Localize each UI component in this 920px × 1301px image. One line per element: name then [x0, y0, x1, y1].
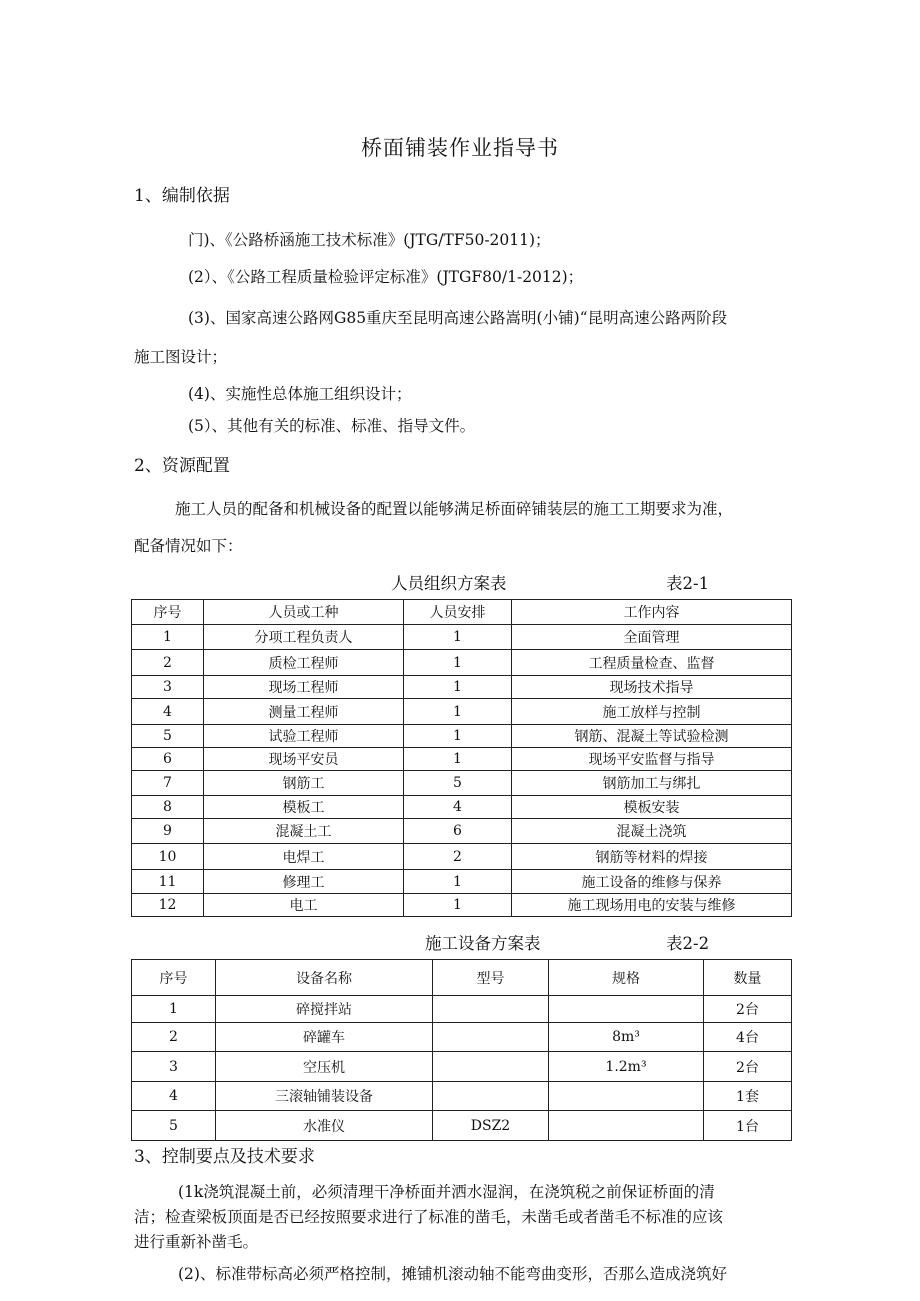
equipment-cell: 8m³ — [549, 1023, 704, 1052]
resource-paragraph-line-1: 施工人员的配备和机械设备的配置以能够满足桥面碎铺装层的施工工期要求为准， — [175, 500, 734, 518]
personnel-cell: 1 — [404, 676, 512, 699]
basis-item-2: (2）、《公路工程质量检验评定标准》(JTGF80/1-2012)； — [188, 268, 584, 286]
personnel-header-cell: 工作内容 — [512, 600, 792, 625]
personnel-cell: 质检工程师 — [204, 650, 404, 676]
equipment-header-cell: 设备名称 — [216, 960, 433, 996]
personnel-table — [131, 599, 792, 917]
personnel-cell: 1 — [404, 725, 512, 748]
equipment-row — [132, 1111, 792, 1141]
personnel-cell: 2 — [404, 844, 512, 870]
personnel-row — [132, 625, 792, 650]
personnel-cell: 1 — [404, 894, 512, 917]
personnel-cell: 8 — [132, 796, 204, 819]
equipment-cell: 三滚轴铺装设备 — [216, 1082, 433, 1111]
personnel-cell: 2 — [132, 650, 204, 676]
personnel-header-cell: 序号 — [132, 600, 204, 625]
equipment-header-cell: 数量 — [704, 960, 792, 996]
equipment-header-cell: 型号 — [433, 960, 549, 996]
equipment-cell: 1 — [132, 996, 216, 1023]
basis-item-4: (4)、实施性总体施工组织设计； — [188, 385, 412, 403]
section-2-heading: 2、资源配置 — [134, 456, 230, 476]
equipment-cell — [549, 1111, 704, 1141]
equipment-row — [132, 996, 792, 1023]
equipment-table — [131, 959, 792, 1141]
basis-item-3: (3)、国家高速公路网G85重庆至昆明高速公路嵩明(小铺)“昆明高速公路两阶段 — [188, 309, 728, 327]
equipment-row — [132, 1052, 792, 1082]
equipment-cell: 水准仪 — [216, 1111, 433, 1141]
equipment-cell: 2 — [132, 1023, 216, 1052]
personnel-header-row — [132, 600, 792, 625]
personnel-cell: 施工放样与控制 — [512, 699, 792, 725]
personnel-table-body — [132, 600, 792, 917]
personnel-cell: 试验工程师 — [204, 725, 404, 748]
personnel-cell: 模板工 — [204, 796, 404, 819]
personnel-row — [132, 844, 792, 870]
personnel-row — [132, 699, 792, 725]
equipment-header-cell: 序号 — [132, 960, 216, 996]
personnel-cell: 5 — [404, 771, 512, 796]
equipment-header-row — [132, 960, 792, 996]
personnel-cell: 3 — [132, 676, 204, 699]
personnel-cell: 分项工程负责人 — [204, 625, 404, 650]
personnel-cell: 6 — [132, 748, 204, 771]
personnel-cell: 1 — [404, 870, 512, 894]
personnel-cell: 4 — [132, 699, 204, 725]
equipment-cell: 3 — [132, 1052, 216, 1082]
personnel-cell: 10 — [132, 844, 204, 870]
personnel-cell: 测量工程师 — [204, 699, 404, 725]
equipment-header-cell: 规格 — [549, 960, 704, 996]
personnel-cell: 全面管理 — [512, 625, 792, 650]
equipment-cell — [433, 996, 549, 1023]
equipment-row — [132, 1023, 792, 1052]
personnel-cell: 11 — [132, 870, 204, 894]
personnel-row — [132, 650, 792, 676]
personnel-cell: 4 — [404, 796, 512, 819]
basis-item-5: (5）、其他有关的标准、标准、指导文件。 — [188, 417, 476, 435]
personnel-cell: 钢筋、混凝土等试验检测 — [512, 725, 792, 748]
document-title: 桥面铺装作业指导书 — [361, 136, 559, 160]
basis-item-1: 门)、《公路桥涵施工技术标准》(JTG/TF50-2011)； — [188, 231, 551, 249]
table2-number: 表2-2 — [666, 934, 710, 953]
personnel-row — [132, 748, 792, 771]
personnel-cell: 现场技术指导 — [512, 676, 792, 699]
personnel-row — [132, 771, 792, 796]
personnel-cell: 9 — [132, 819, 204, 844]
equipment-cell: 4台 — [704, 1023, 792, 1052]
equipment-cell: 2台 — [704, 996, 792, 1023]
personnel-row — [132, 894, 792, 917]
section-3-heading: 3、控制要点及技术要求 — [134, 1147, 315, 1167]
personnel-cell: 施工设备的维修与保养 — [512, 870, 792, 894]
personnel-cell: 电工 — [204, 894, 404, 917]
personnel-cell: 施工现场用电的安装与维修 — [512, 894, 792, 917]
personnel-cell: 现场工程师 — [204, 676, 404, 699]
personnel-cell: 模板安装 — [512, 796, 792, 819]
equipment-cell — [433, 1082, 549, 1111]
personnel-cell: 钢筋加工与绑扎 — [512, 771, 792, 796]
personnel-header-cell: 人员或工种 — [204, 600, 404, 625]
equipment-cell: 1.2m³ — [549, 1052, 704, 1082]
table1-caption: 人员组织方案表 — [391, 574, 507, 593]
control-para-1-line-2: 洁；检查梁板顶面是否已经按照要求进行了标准的凿毛，未凿毛或者凿毛不标准的应该 — [134, 1208, 724, 1226]
equipment-cell — [433, 1023, 549, 1052]
personnel-cell: 工程质量检查、监督 — [512, 650, 792, 676]
personnel-cell: 1 — [404, 625, 512, 650]
equipment-cell — [549, 1082, 704, 1111]
personnel-cell: 现场平安员 — [204, 748, 404, 771]
basis-item-3-continued: 施工图设计； — [134, 348, 228, 366]
personnel-cell: 修理工 — [204, 870, 404, 894]
equipment-cell: 2台 — [704, 1052, 792, 1082]
personnel-cell: 1 — [132, 625, 204, 650]
equipment-cell: 1套 — [704, 1082, 792, 1111]
personnel-cell: 7 — [132, 771, 204, 796]
equipment-row — [132, 1082, 792, 1111]
personnel-cell: 混凝土工 — [204, 819, 404, 844]
table1-number: 表2-1 — [666, 574, 710, 593]
personnel-cell: 钢筋工 — [204, 771, 404, 796]
control-para-1-line-1: (1k浇筑混凝土前，必须清理干净桥面并洒水湿润，在浇筑税之前保证桥面的清 — [178, 1183, 715, 1201]
personnel-cell: 电焊工 — [204, 844, 404, 870]
equipment-cell — [549, 996, 704, 1023]
personnel-cell: 6 — [404, 819, 512, 844]
control-para-2-line-1: (2)、标准带标高必须严格控制，摊铺机滚动轴不能弯曲变形，否那么造成浇筑好 — [178, 1265, 727, 1283]
equipment-cell: 碎罐车 — [216, 1023, 433, 1052]
personnel-cell: 钢筋等材料的焊接 — [512, 844, 792, 870]
resource-paragraph-line-2: 配备情况如下： — [134, 537, 243, 555]
equipment-cell: DSZ2 — [433, 1111, 549, 1141]
personnel-cell: 5 — [132, 725, 204, 748]
equipment-cell: 1台 — [704, 1111, 792, 1141]
personnel-cell: 1 — [404, 650, 512, 676]
equipment-cell: 碎搅拌站 — [216, 996, 433, 1023]
personnel-cell: 1 — [404, 699, 512, 725]
control-para-1-line-3: 进行重新补凿毛。 — [134, 1233, 259, 1251]
equipment-cell: 4 — [132, 1082, 216, 1111]
equipment-cell — [433, 1052, 549, 1082]
personnel-row — [132, 676, 792, 699]
equipment-cell: 5 — [132, 1111, 216, 1141]
personnel-row — [132, 870, 792, 894]
personnel-row — [132, 725, 792, 748]
personnel-cell: 12 — [132, 894, 204, 917]
personnel-header-cell: 人员安排 — [404, 600, 512, 625]
personnel-cell: 混凝土浇筑 — [512, 819, 792, 844]
equipment-cell: 空压机 — [216, 1052, 433, 1082]
personnel-cell: 1 — [404, 748, 512, 771]
personnel-cell: 现场平安监督与指导 — [512, 748, 792, 771]
equipment-table-body — [132, 960, 792, 1141]
table2-caption: 施工设备方案表 — [425, 934, 541, 953]
personnel-row — [132, 796, 792, 819]
personnel-row — [132, 819, 792, 844]
section-1-heading: 1、编制依据 — [134, 186, 230, 206]
